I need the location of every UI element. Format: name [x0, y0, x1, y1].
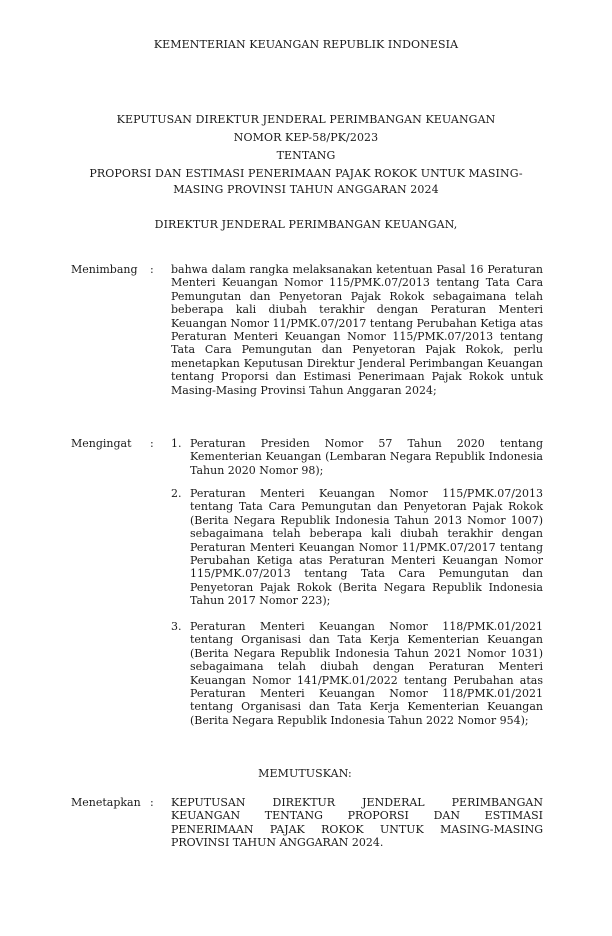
mengingat-label: Mengingat	[71, 437, 132, 450]
decree-about: TENTANG	[276, 149, 336, 162]
decree-title: KEPUTUSAN DIREKTUR JENDERAL PERIMBANGAN KEUANGAN	[116, 113, 496, 126]
decree-subject-line2: MASING PROVINSI TAHUN ANGGARAN 2024	[173, 183, 439, 196]
menetapkan-label: Menetapkan	[71, 796, 141, 809]
mengingat-item-number: 3.	[171, 620, 182, 633]
mengingat-item-number: 1.	[171, 437, 182, 450]
ministry-header: KEMENTERIAN KEUANGAN REPUBLIK INDONESIA	[153, 38, 459, 51]
menetapkan-text: KEPUTUSAN DIREKTUR JENDERAL PERIMBANGAN KEUANGAN TENTANG PROPORSI DAN ESTIMASI PENERIMAAN PAJAK ROKOK UNTUK MASING-MASING PROVINSI TAHUN ANGGARAN 2024.	[171, 796, 543, 850]
mengingat-colon: :	[150, 437, 154, 450]
mengingat-item-number: 2.	[171, 487, 182, 500]
menimbang-text: bahwa dalam rangka melaksanakan ketentuan Pasal 16 Peraturan Menteri Keuangan Nomor 115/PMK.07/2013 tentang Tata Cara Pemungutan dan Penyetoran Pajak Rokok sebagaimana telah beberapa kali diubah terakhir dengan Peraturan Menteri Keuangan Nomor 11/PMK.07/2017 tentang Perubahan Ketiga atas Peraturan Menteri Keuangan Nomor 115/PMK.07/2013 tentang Tata Cara Pemungutan dan Penyetoran Pajak Rokok, perlu menetapkan Keputusan Direktur Jenderal Perimbangan Keuangan tentang Proporsi dan Estimasi Penerimaan Pajak Rokok untuk Masing-Masing Provinsi Tahun Anggaran 2024;	[171, 263, 543, 397]
mengingat-item-text: Peraturan Presiden Nomor 57 Tahun 2020 tentang Kementerian Keuangan (Lembaran Negara Republik Indonesia Tahun 2020 Nomor 98);	[190, 437, 543, 477]
menimbang-label: Menimbang	[71, 263, 138, 276]
mengingat-item-text: Peraturan Menteri Keuangan Nomor 118/PMK.01/2021 tentang Organisasi dan Tata Kerja Kementerian Keuangan (Berita Negara Republik Indonesia Tahun 2021 Nomor 1031) sebagaimana telah diubah dengan Peraturan Menteri Keuangan Nomor 141/PMK.01/2022 tentang Perubahan atas Peraturan Menteri Keuangan Nomor 118/PMK.01/2021 tentang Organisasi dan Tata Kerja Kementerian Keuangan (Berita Negara Republik Indonesia Tahun 2022 Nomor 954);	[190, 620, 543, 727]
menetapkan-colon: :	[150, 796, 154, 809]
decree-subject-line1: PROPORSI DAN ESTIMASI PENERIMAAN PAJAK ROKOK UNTUK MASING-	[89, 167, 523, 180]
decree-number: NOMOR KEP-58/PK/2023	[233, 131, 379, 144]
mengingat-item-text: Peraturan Menteri Keuangan Nomor 115/PMK.07/2013 tentang Tata Cara Pemungutan dan Penyetoran Pajak Rokok (Berita Negara Republik Indonesia Tahun 2013 Nomor 1007) sebagaimana telah beberapa kali diubah terakhir dengan Peraturan Menteri Keuangan Nomor 11/PMK.07/2017 tentang Perubahan Ketiga atas Peraturan Menteri Keuangan Nomor 115/PMK.07/2013 tentang Tata Cara Pemungutan dan Penyetoran Pajak Rokok (Berita Negara Republik Indonesia Tahun 2017 Nomor 223);	[190, 487, 543, 608]
issuer-title: DIREKTUR JENDERAL PERIMBANGAN KEUANGAN,	[154, 218, 458, 231]
menimbang-colon: :	[150, 263, 154, 276]
decision-heading: MEMUTUSKAN:	[258, 767, 352, 780]
